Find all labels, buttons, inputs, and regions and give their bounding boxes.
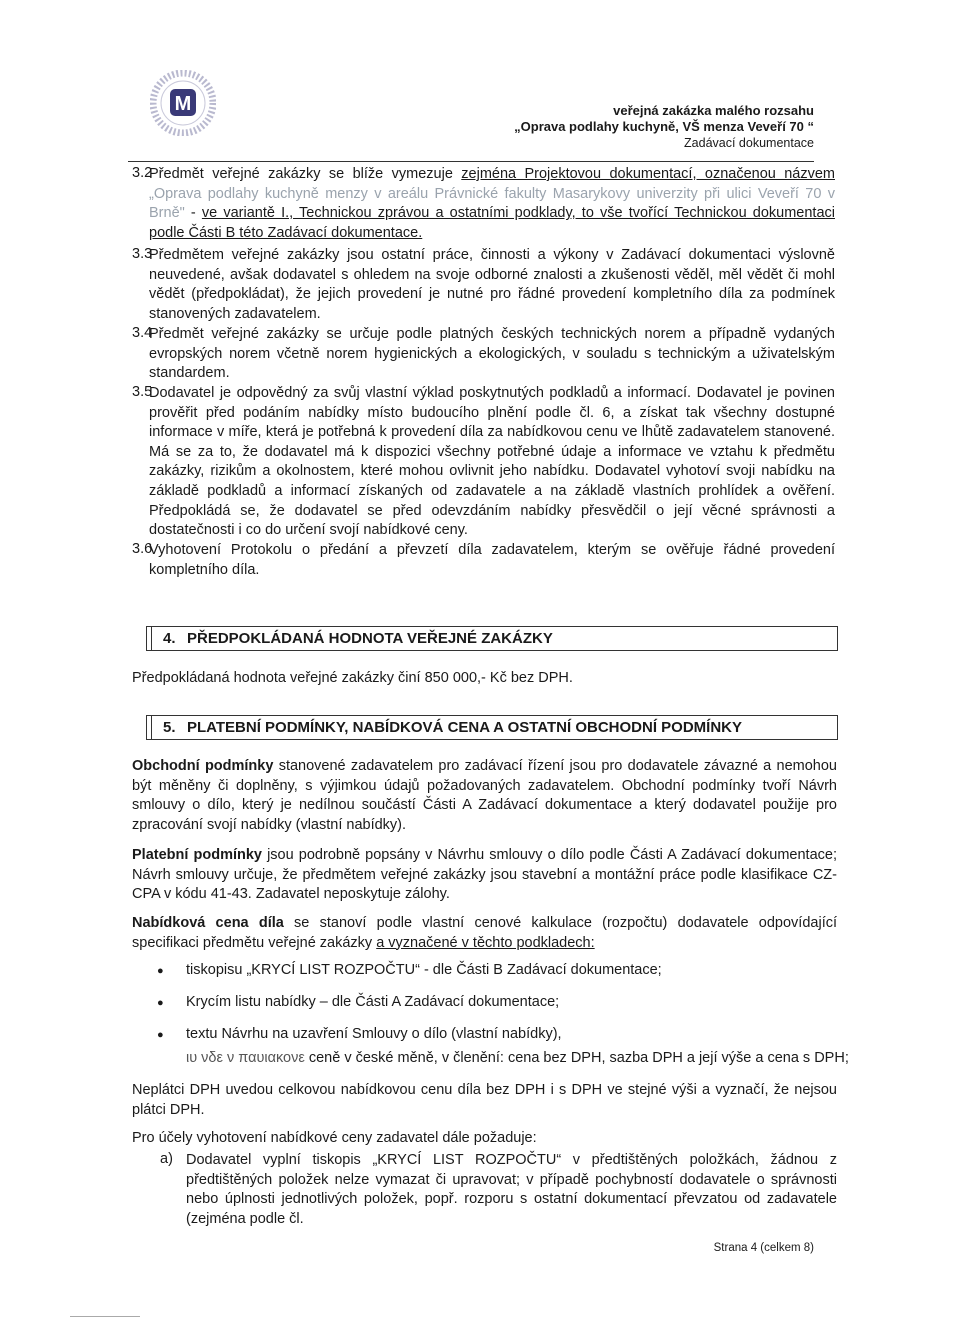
paragraph-pozadavky: Pro účely vyhotovení nabídkové ceny zadavatel dále požaduje:	[132, 1130, 537, 1146]
item-label: a)	[160, 1151, 173, 1167]
bullet-icon: ●	[157, 997, 164, 1009]
text-run: ceně v české měně, v členění: cena bez DPH, sazba DPH a její výše a cena s DPH;	[304, 1050, 849, 1066]
list-item: Krycím listu nabídky – dle Části A Zadávací dokumentace;	[186, 994, 560, 1010]
section-heading-5	[146, 715, 838, 740]
paragraph-3-4: Předmět veřejné zakázky se určuje podle platných českých technických norem a případně vydaných evropských norem včetně norem hygienických a ekologických, v souladu s technickým a uživatelským standardem.	[149, 326, 835, 382]
para-number: 3.5	[132, 384, 153, 400]
section-title: PŘEDPOKLÁDANÁ HODNOTA VEŘEJNÉ ZAKÁZKY	[187, 630, 553, 647]
section-number: 5.	[163, 719, 176, 736]
paragraph-neplatci: Neplátci DPH uvedou celkovou nabídkovou cenu díla bez DPH i s DPH ve stejné výši a vyznačí, že nejsou plátci DPH.	[132, 1082, 837, 1118]
paragraph-3-5: Dodavatel je odpovědný za svůj vlastní výklad poskytnutých podkladů a informací. Dodavatel je povinen prověřit před podáním nabídky místo budoucího plnění podle čl. 6, a získat tak všechny dostupné informace v míře, která je potřebná k provedení díla za nabídkovou cenu ve lhůtě zadavatelem stanovené. Má se za to, že dodavatel má k dispozici všechny potřebné údaje a informace ve vztahu k předmětu zakázky, rizikům a okolnostem, které mohou ovlivnit jeho nabídku. Dodavatel vyhotoví svoji nabídku na základě podkladů a informací získaných od zadavatele a na základě vlastních prohlídek a ověření. Předpokládá se, že dodavatel se před odevzdáním nabídky přesvědčil o její věcné správnosti a dostatečnosti i co do určení svojí nabídkové ceny.	[149, 385, 835, 539]
section-number: 4.	[163, 630, 176, 647]
paragraph-4: Předpokládaná hodnota veřejné zakázky činí 850 000,- Kč bez DPH.	[132, 670, 573, 686]
paragraph-obchodni-podminky	[132, 757, 837, 835]
header-line-1: veřejná zakázka malého rozsahu	[613, 103, 814, 118]
text-run: jsou podrobně popsány v Návrhu smlouvy o dílo podle Části A Zadávací dokumentace; Návrh smlouvy určuje, že předmětem veřejné zakázky jsou stavební a montážní práce podle klasifikace CZ-CPA v kódu 41-43. Zadavatel neposkytuje zálohy.	[132, 847, 837, 903]
paragraph-3-6: Vyhotovení Protokolu o předání a převzetí díla zadavatelem, kterým se ověřuje řádné provedení kompletního díla.	[149, 542, 835, 578]
text-run-underlined: ve variantě I., Technickou zprávou a ostatními podklady, to vše tvořící Technickou dokumentaci podle Části B této Zadávací dokumentace.	[149, 205, 835, 241]
para-number: 3.4	[132, 325, 153, 341]
university-seal-icon	[150, 70, 216, 136]
text-run-underlined: a vyznačené v těchto podkladech:	[376, 934, 595, 951]
list-item-cut	[186, 1050, 849, 1066]
document-header	[514, 103, 814, 151]
list-item: tiskopisu „KRYCÍ LIST ROZPOČTU“ - dle Části B Zadávací dokumentace;	[186, 962, 662, 978]
bold-lead: Obchodní podmínky	[132, 758, 274, 774]
paragraph-platebni-podminky	[132, 846, 837, 905]
para-number: 3.3	[132, 246, 153, 262]
para-number: 3.6	[132, 541, 153, 557]
paragraph-3-3: Předmětem veřejné zakázky jsou ostatní práce, činnosti a výkony v Zadávací dokumentaci výslovně neuvedené, avšak dodavatel s ohledem na svoje odborné znalosti a zkušenosti věděl, měl vědět či mohl vědět (předpokládat), že jejich provedení je nutné pro řádné provedení kompletního díla za podmínek stanovených zadavatelem.	[149, 247, 835, 322]
para-number: 3.2	[132, 165, 153, 181]
bullet-icon: ●	[157, 965, 164, 977]
text-run: Předmět veřejné zakázky se blíže vymezuje	[149, 166, 462, 182]
logo-letter: M	[174, 93, 192, 115]
bold-lead: Nabídková cena díla	[132, 915, 284, 931]
text-run: stanovené zadavatelem pro zadávací řízení jsou pro dodavatele závazné a nemohou být měněny či doplněny, s výjimkou údajů požadovaných zadavatelem. Obchodní podmínky tvoří Návrh smlouvy o dílo, který je nedílnou součástí Části A Zadávací dokumentace a který dodavatel použije pro zpracování svojí nabídky (vlastní nabídky).	[132, 758, 837, 833]
section-heading-4	[146, 626, 838, 651]
bold-lead: Platební podmínky	[132, 847, 262, 863]
text-run: -	[184, 205, 202, 222]
item-a: Dodavatel vyplní tiskopis „KRYCÍ LIST ROZPOČTU“ v předtištěných položkách, žádnou z předtištěných položek nelze vymazat či upravovat; v případě pochybností dodavatele o správnosti nebo úplnosti jednotlivých položek, popř. rozporu s ostatní dokumentací převzatou od zadavatele (zejména podle čl.	[186, 1152, 837, 1227]
text-run-underlined: zejména Projektovou dokumentací, označenou názvem	[461, 166, 835, 182]
scan-mark	[70, 1316, 140, 1317]
header-rule	[128, 161, 814, 162]
list-item: textu Návrhu na uzavření Smlouvy o dílo (vlastní nabídky),	[186, 1026, 562, 1042]
heading-border	[151, 627, 152, 650]
text-run-faded: „Oprava podlahy kuchyně menzy v areálu Právnické fakulty Masarykovy univerzity při ulici Veveří 70 v Brně"	[149, 185, 835, 222]
heading-border	[151, 716, 152, 739]
header-line-3: Zadávací dokumentace	[684, 136, 814, 150]
text-run-cut: ιυ νδε ν παυιακονε	[186, 1050, 305, 1066]
header-line-2: „Oprava podlahy kuchyně, VŠ menza Veveří 70 “	[514, 119, 814, 134]
paragraph-nabidkova-cena	[132, 914, 837, 953]
bullet-icon: ●	[157, 1029, 164, 1041]
page-number: Strana 4 (celkem 8)	[713, 1242, 814, 1254]
section-title: PLATEBNÍ PODMÍNKY, NABÍDKOVÁ CENA A OSTATNÍ OBCHODNÍ PODMÍNKY	[187, 719, 743, 736]
paragraph-3-2	[149, 165, 835, 243]
text-run: se stanoví podle vlastní cenové kalkulace (rozpočtu) dodavatele odpovídající specifikaci předmětu veřejné zakázky	[132, 915, 837, 951]
